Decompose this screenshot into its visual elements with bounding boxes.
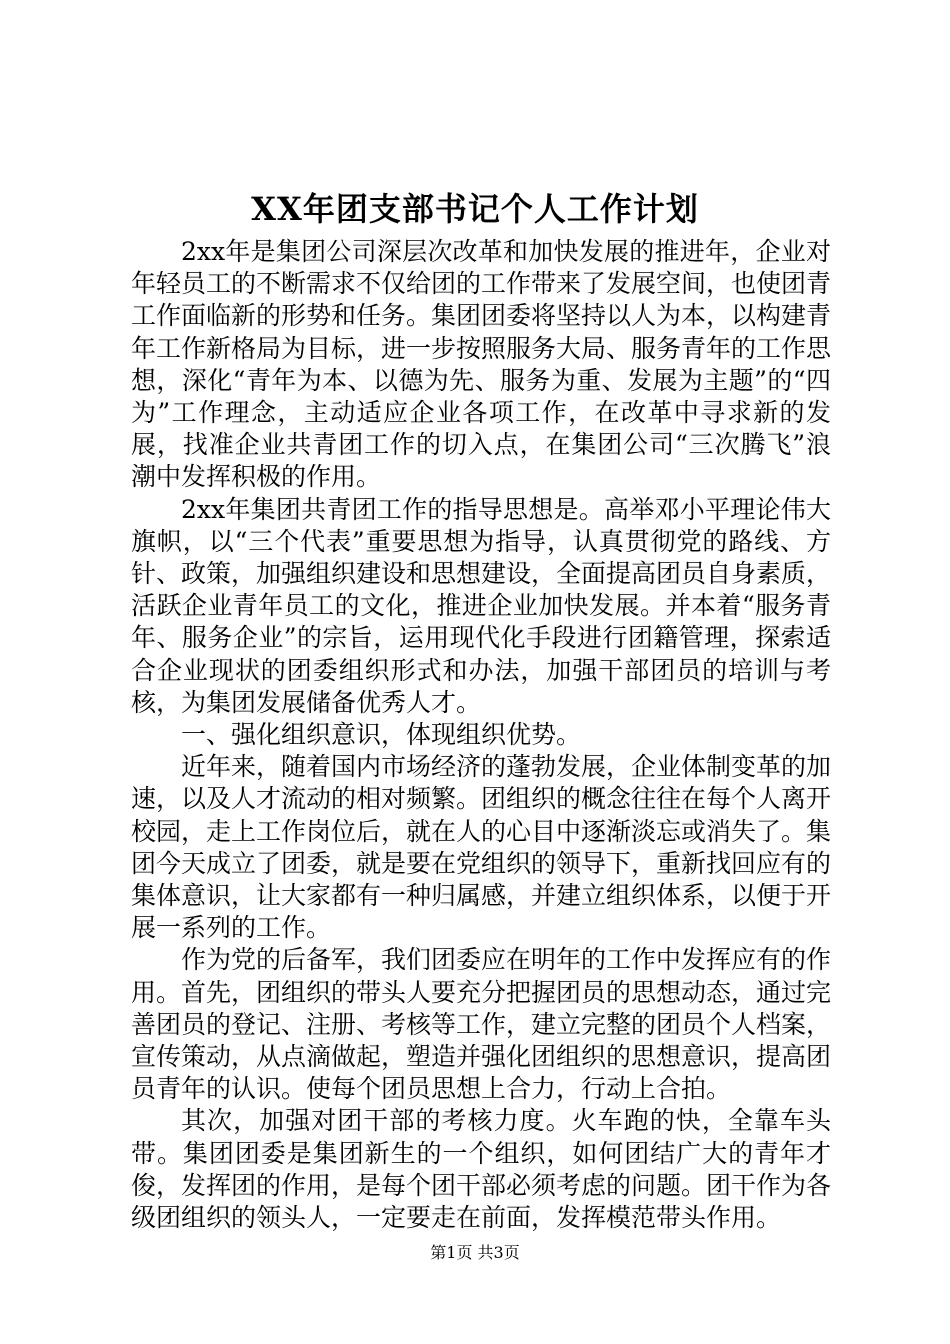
paragraph-2: 2xx年集团共青团工作的指导思想是。高举邓小平理论伟大旗帜，以“三个代表”重要思想为指导，认真贯彻党的路线、方针、政策，加强组织建设和思想建设，全面提高团员自身素质，活跃企业青年员工的文化，推进企业加快发展。并本着“服务青年、服务企业”的宗旨，运用现代化手段进行团籍管理，探索适合企业现状的团委组织形式和办法，加强干部团员的培训与考核，为集团发展储备优秀人才。 <box>131 494 832 717</box>
page-number-footer: 第1页 共3页 <box>430 1243 520 1262</box>
paragraph-5: 其次，加强对团干部的考核力度。火车跑的快，全靠车头带。集团团委是集团新生的一个组织，如何团结广大的青年才俊，发挥团的作用，是每个团干部必须考虑的问题。团干作为各级团组织的领头人，一定要走在前面，发挥模范带头作用。 <box>131 1106 832 1233</box>
document-title: XX年团支部书记个人工作计划 <box>251 190 699 228</box>
document-body <box>131 236 831 1234</box>
paragraph-3: 近年来，随着国内市场经济的蓬勃发展，企业体制变革的加速，以及人才流动的相对频繁。团组织的概念往往在每个人离开校园，走上工作岗位后，就在人的心目中逐渐淡忘或消失了。集团今天成立了团委，就是要在党组织的领导下，重新找回应有的集体意识，让大家都有一种归属感，并建立组织体系，以便于开展一系列的工作。 <box>131 752 832 943</box>
paragraph-1: 2xx年是集团公司深层次改革和加快发展的推进年，企业对年轻员工的不断需求不仅给团的工作带来了发展空间，也使团青工作面临新的形势和任务。集团团委将坚持以人为本，以构建青年工作新格局为目标，进一步按照服务大局、服务青年的工作思想，深化“青年为本、以德为先、服务为重、发展为主题”的“四为”工作理念，主动适应企业各项工作，在改革中寻求新的发展，找准企业共青团工作的切入点，在集团公司“三次腾飞”浪潮中发挥积极的作用。 <box>131 237 832 492</box>
section-heading-1: 一、强化组织意识，体现组织优势。 <box>181 720 582 750</box>
paragraph-4: 作为党的后备军，我们团委应在明年的工作中发挥应有的作用。首先，团组织的带头人要充分把握团员的思想动态，通过完善团员的登记、注册、考核等工作，建立完整的团员个人档案，宣传策动，从点滴做起，塑造并强化团组织的思想意识，提高团员青年的认识。使每个团员思想上合力，行动上合拍。 <box>131 945 832 1104</box>
